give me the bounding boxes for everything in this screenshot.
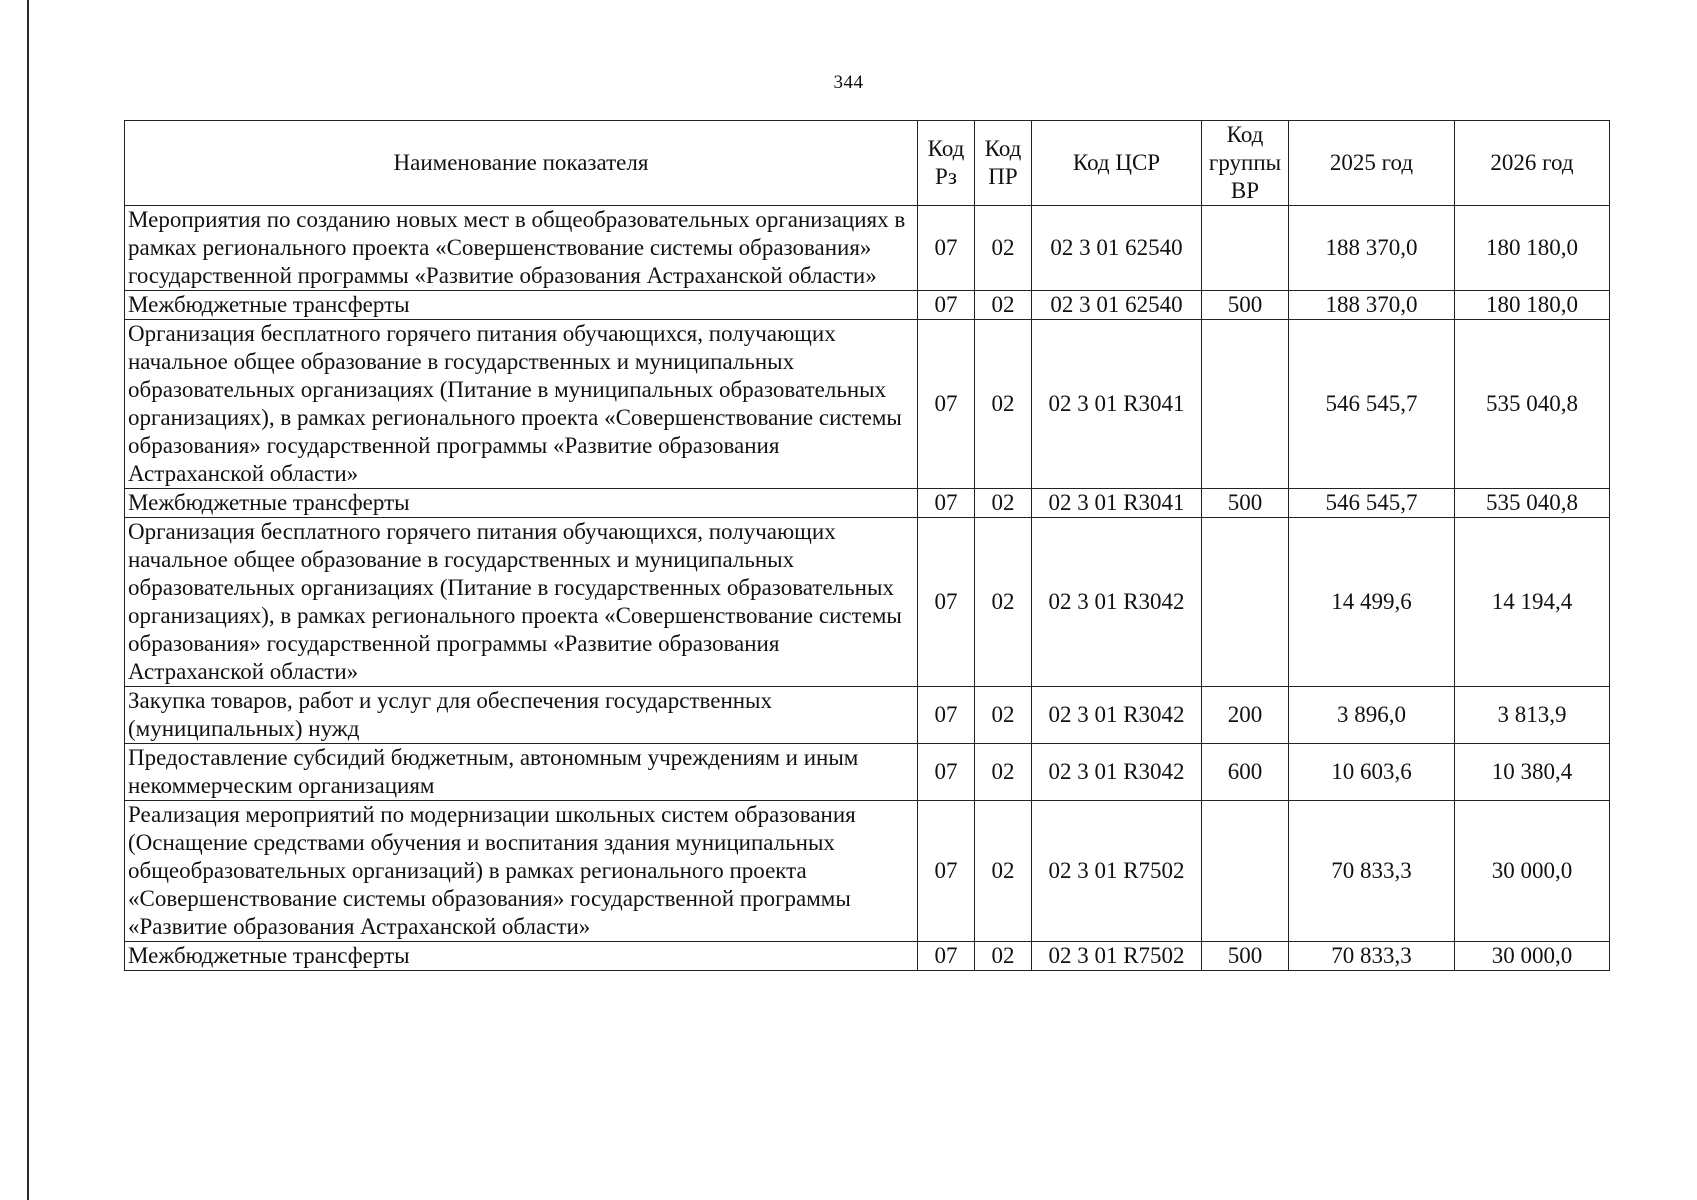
cell-csr: 02 3 01 R3042 (1032, 518, 1202, 687)
cell-name: Предоставление субсидий бюджетным, автономным учреждениям и иным некоммерческим организациям (125, 744, 918, 801)
cell-csr: 02 3 01 62540 (1032, 206, 1202, 291)
cell-vr (1202, 320, 1289, 489)
cell-vr (1202, 801, 1289, 942)
header-2026: 2026 год (1455, 121, 1610, 206)
cell-pr: 02 (975, 206, 1032, 291)
cell-vr: 500 (1202, 489, 1289, 518)
cell-2026: 535 040,8 (1455, 489, 1610, 518)
cell-vr: 600 (1202, 744, 1289, 801)
table-row (125, 518, 1610, 687)
table-row (125, 744, 1610, 801)
cell-2025: 70 833,3 (1289, 942, 1455, 971)
cell-name: Организация бесплатного горячего питания обучающихся, получающих начальное общее образование в государственных и муниципальных образовательных организациях (Питание в муниципальных образовательных организациях), в рамках регионального проекта «Совершенствование системы образования» государственной программы «Развитие образования Астраханской области» (125, 320, 918, 489)
header-name: Наименование показателя (125, 121, 918, 206)
cell-name: Закупка товаров, работ и услуг для обеспечения государственных (муниципальных) нужд (125, 687, 918, 744)
cell-2025: 188 370,0 (1289, 206, 1455, 291)
cell-2025: 14 499,6 (1289, 518, 1455, 687)
cell-pr: 02 (975, 320, 1032, 489)
cell-vr: 200 (1202, 687, 1289, 744)
table-row (125, 801, 1610, 942)
cell-rz: 07 (918, 942, 975, 971)
cell-name: Организация бесплатного горячего питания обучающихся, получающих начальное общее образование в государственных и муниципальных образовательных организациях (Питание в государственных образовательных организациях), в рамках регионального проекта «Совершенствование системы образования» государственной программы «Развитие образования Астраханской области» (125, 518, 918, 687)
cell-2026: 535 040,8 (1455, 320, 1610, 489)
cell-vr (1202, 206, 1289, 291)
page-binding-line (27, 0, 29, 1200)
cell-pr: 02 (975, 801, 1032, 942)
cell-csr: 02 3 01 R7502 (1032, 801, 1202, 942)
cell-pr: 02 (975, 687, 1032, 744)
cell-2026: 10 380,4 (1455, 744, 1610, 801)
cell-2026: 180 180,0 (1455, 206, 1610, 291)
cell-name: Межбюджетные трансферты (125, 489, 918, 518)
cell-csr: 02 3 01 R3042 (1032, 687, 1202, 744)
cell-name: Реализация мероприятий по модернизации школьных систем образования (Оснащение средствами обучения и воспитания здания муниципальных общеобразовательных организаций) в рамках регионального проекта «Совершенствование системы образования» государственной программы «Развитие образования Астраханской области» (125, 801, 918, 942)
cell-name: Мероприятия по созданию новых мест в общеобразовательных организациях в рамках регионального проекта «Совершенствование системы образования» государственной программы «Развитие образования Астраханской области» (125, 206, 918, 291)
cell-2025: 188 370,0 (1289, 291, 1455, 320)
cell-2025: 546 545,7 (1289, 489, 1455, 518)
header-2025: 2025 год (1289, 121, 1455, 206)
cell-2025: 3 896,0 (1289, 687, 1455, 744)
cell-csr: 02 3 01 R7502 (1032, 942, 1202, 971)
cell-2026: 14 194,4 (1455, 518, 1610, 687)
table-row (125, 206, 1610, 291)
budget-table (124, 120, 1610, 971)
cell-rz: 07 (918, 291, 975, 320)
table-body (125, 206, 1610, 971)
cell-pr: 02 (975, 291, 1032, 320)
cell-csr: 02 3 01 R3041 (1032, 489, 1202, 518)
header-row (125, 121, 1610, 206)
cell-2026: 3 813,9 (1455, 687, 1610, 744)
cell-pr: 02 (975, 744, 1032, 801)
cell-2025: 546 545,7 (1289, 320, 1455, 489)
cell-rz: 07 (918, 687, 975, 744)
cell-vr (1202, 518, 1289, 687)
cell-rz: 07 (918, 206, 975, 291)
cell-csr: 02 3 01 62540 (1032, 291, 1202, 320)
cell-vr: 500 (1202, 291, 1289, 320)
cell-csr: 02 3 01 R3042 (1032, 744, 1202, 801)
cell-2025: 70 833,3 (1289, 801, 1455, 942)
cell-name: Межбюджетные трансферты (125, 942, 918, 971)
cell-rz: 07 (918, 320, 975, 489)
page-number: 344 (833, 72, 864, 93)
table-row (125, 942, 1610, 971)
cell-pr: 02 (975, 489, 1032, 518)
cell-rz: 07 (918, 489, 975, 518)
table-row (125, 320, 1610, 489)
cell-pr: 02 (975, 942, 1032, 971)
cell-vr: 500 (1202, 942, 1289, 971)
cell-name: Межбюджетные трансферты (125, 291, 918, 320)
cell-2026: 30 000,0 (1455, 942, 1610, 971)
cell-rz: 07 (918, 744, 975, 801)
cell-csr: 02 3 01 R3041 (1032, 320, 1202, 489)
table-row (125, 489, 1610, 518)
cell-rz: 07 (918, 801, 975, 942)
header-vr: Код группы ВР (1202, 121, 1289, 206)
cell-2025: 10 603,6 (1289, 744, 1455, 801)
table-row (125, 687, 1610, 744)
cell-2026: 30 000,0 (1455, 801, 1610, 942)
table-header (125, 121, 1610, 206)
cell-2026: 180 180,0 (1455, 291, 1610, 320)
cell-pr: 02 (975, 518, 1032, 687)
cell-rz: 07 (918, 518, 975, 687)
header-rz: Код Рз (918, 121, 975, 206)
header-csr: Код ЦСР (1032, 121, 1202, 206)
header-pr: Код ПР (975, 121, 1032, 206)
table-row (125, 291, 1610, 320)
